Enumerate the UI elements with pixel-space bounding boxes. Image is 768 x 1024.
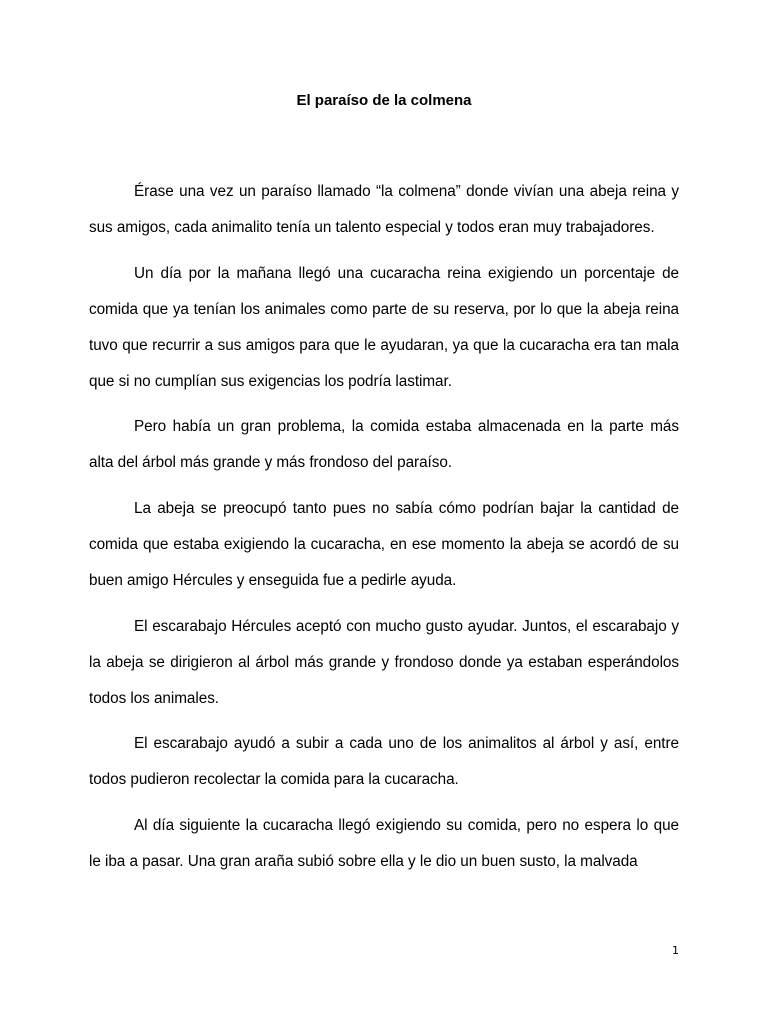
document-title: El paraíso de la colmena (296, 92, 472, 109)
page-number: 1 (672, 944, 679, 957)
paragraph-3: Pero había un gran problema, la comida estaba almacenada en la parte más alta del árbol más grande y más frondoso del paraíso. (89, 418, 679, 472)
paragraph-4: La abeja se preocupó tanto pues no sabía cómo podrían bajar la cantidad de comida que estaba exigiendo la cucaracha, en ese momento la abeja se acordó de su buen amigo Hércules y enseguida fue a pedirle ayuda. (89, 500, 679, 590)
paragraph-7: Al día siguiente la cucaracha llegó exigiendo su comida, pero no espera lo que le iba a pasar. Una gran araña subió sobre ella y le dio un buen susto, la malvada (89, 817, 679, 871)
paragraph-5: El escarabajo Hércules aceptó con mucho gusto ayudar. Juntos, el escarabajo y la abeja se dirigieron al árbol más grande y frondoso donde ya estaban esperándolos todos los animales. (89, 617, 679, 707)
paragraph-1: Érase una vez un paraíso llamado “la colmena” donde vivían una abeja reina y sus amigos, cada animalito tenía un talento especial y todos eran muy trabajadores. (89, 183, 679, 236)
paragraph-6: El escarabajo ayudó a subir a cada uno de los animalitos al árbol y así, entre todos pudieron recolectar la comida para la cucaracha. (89, 735, 679, 789)
paragraph-2: Un día por la mañana llegó una cucaracha reina exigiendo un porcentaje de comida que ya tenían los animales como parte de su reserva, por lo que la abeja reina tuvo que recurrir a sus amigos para que le ayudaran, ya que la cucaracha era tan mala que si no cumplían sus exigencias los podría lastimar. (89, 264, 679, 390)
document-body (89, 174, 679, 890)
